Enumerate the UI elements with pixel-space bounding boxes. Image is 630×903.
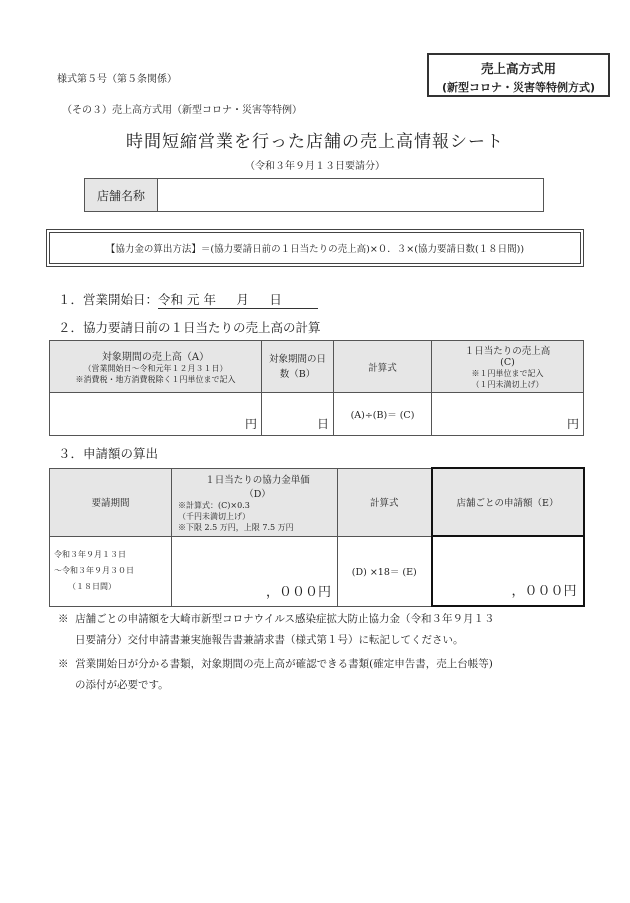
remark-1-line2: 日要請分）交付申請書兼実施報告書兼請求書（様式第１号）に転記してください。 bbox=[75, 634, 464, 646]
remark-2 bbox=[58, 654, 598, 696]
sales-a-field[interactable] bbox=[50, 393, 262, 436]
col-calc3-header: 計算式 bbox=[338, 468, 432, 536]
store-name-box bbox=[84, 178, 544, 212]
d-value: ，０００円 bbox=[265, 584, 331, 600]
col-d-note3: ※下限 2.5 万円，上限 7.5 万円 bbox=[178, 522, 294, 532]
section3-label: ３．申請額の算出 bbox=[58, 446, 159, 461]
unit-day-b: 日 bbox=[316, 417, 329, 431]
amount-e-field[interactable] bbox=[432, 536, 584, 606]
col-e-header: 店舗ごとの申請額（E） bbox=[432, 468, 584, 536]
period-line2: ～令和３年９月３０日 bbox=[54, 566, 134, 575]
application-amount-table bbox=[49, 467, 585, 607]
section1 bbox=[58, 290, 318, 309]
period-line3: （１８日間） bbox=[68, 582, 116, 591]
calc-formula-2: (A)÷(B)＝ (C) bbox=[334, 393, 432, 436]
col-d-code: （D） bbox=[244, 488, 271, 500]
formula-text: 【協力金の算出方法】＝(協力要請日前の１日当たりの売上高)×０．３×(協力要請日数(１８日間)) bbox=[49, 232, 581, 264]
formula-box bbox=[46, 229, 584, 267]
col-c-note1: ※１円単位まで記入 bbox=[471, 369, 544, 378]
start-date-field[interactable]: 令和 元 年 月 日 bbox=[158, 290, 318, 309]
col-d-note2: （千円未満切上げ） bbox=[178, 511, 250, 521]
remark-1-line1: 店舗ごとの申請額を大崎市新型コロナウイルス感染症拡大防止協力金（令和３年９月１３ bbox=[75, 613, 495, 625]
col-period-header: 要請期間 bbox=[50, 468, 172, 536]
method-badge bbox=[427, 53, 610, 97]
store-name-label: 店舗名称 bbox=[85, 179, 158, 211]
col-c-header bbox=[432, 341, 584, 393]
col-a-note1: （営業開始日～令和元年１２月３１日） bbox=[83, 364, 228, 373]
col-a-header bbox=[50, 341, 262, 393]
col-a-title: 対象期間の売上高（A） bbox=[101, 352, 210, 363]
page-title: 時間短縮営業を行った店舗の売上高情報シート bbox=[126, 132, 504, 152]
badge-line1: 売上高方式用 bbox=[480, 61, 556, 76]
variant-label: （その３）売上高方式用（新型コロナ・災害等特例） bbox=[62, 105, 302, 116]
period-line1: 令和３年９月１３日 bbox=[54, 550, 126, 559]
section2-label: ２．協力要請日前の１日当たりの売上高の計算 bbox=[58, 320, 321, 335]
col-c-title: １日当たりの売上高 bbox=[464, 346, 551, 357]
remark-1 bbox=[58, 609, 598, 651]
remark-1-mark: ※ bbox=[58, 613, 69, 625]
col-b-title: 対象期間の日数（B） bbox=[268, 353, 326, 380]
unit-price-d-field[interactable] bbox=[172, 536, 338, 606]
badge-line2: (新型コロナ・災害等特例方式) bbox=[441, 81, 596, 94]
unit-yen-a: 円 bbox=[244, 417, 257, 431]
remark-2-line2: の添付が必要です。 bbox=[75, 679, 169, 691]
remark-2-line1: 営業開始日が分かる書類，対象期間の売上高が確認できる書類(確定申告書，売上台帳等) bbox=[75, 658, 493, 670]
calc-formula-3: (D) ×18＝ (E) bbox=[338, 536, 432, 606]
period-cell bbox=[50, 536, 172, 606]
section1-label: １．営業開始日： bbox=[58, 292, 159, 307]
daily-sales-c-field[interactable] bbox=[432, 393, 584, 436]
col-d-title: １日当たりの協力金単価 bbox=[205, 474, 310, 486]
form-number: 様式第５号（第５条関係） bbox=[57, 74, 177, 85]
e-value: ，０００円 bbox=[511, 584, 577, 599]
col-d-header bbox=[172, 468, 338, 536]
col-a-note2: ※消費税・地方消費税除く１円単位まで記入 bbox=[75, 375, 236, 384]
days-b-field[interactable] bbox=[262, 393, 334, 436]
daily-sales-table bbox=[49, 340, 584, 436]
col-c-code: (C) bbox=[500, 357, 515, 368]
col-b-header bbox=[262, 341, 334, 393]
store-name-field[interactable] bbox=[158, 179, 543, 211]
col-d-note1: ※計算式：(C)×0.3 bbox=[178, 500, 250, 510]
unit-yen-c: 円 bbox=[566, 417, 579, 431]
remark-2-mark: ※ bbox=[58, 658, 69, 670]
page-subtitle: （令和３年９月１３日要請分） bbox=[245, 161, 385, 172]
col-calc-header: 計算式 bbox=[334, 341, 432, 393]
col-c-note2: （１円未満切上げ） bbox=[471, 380, 544, 389]
